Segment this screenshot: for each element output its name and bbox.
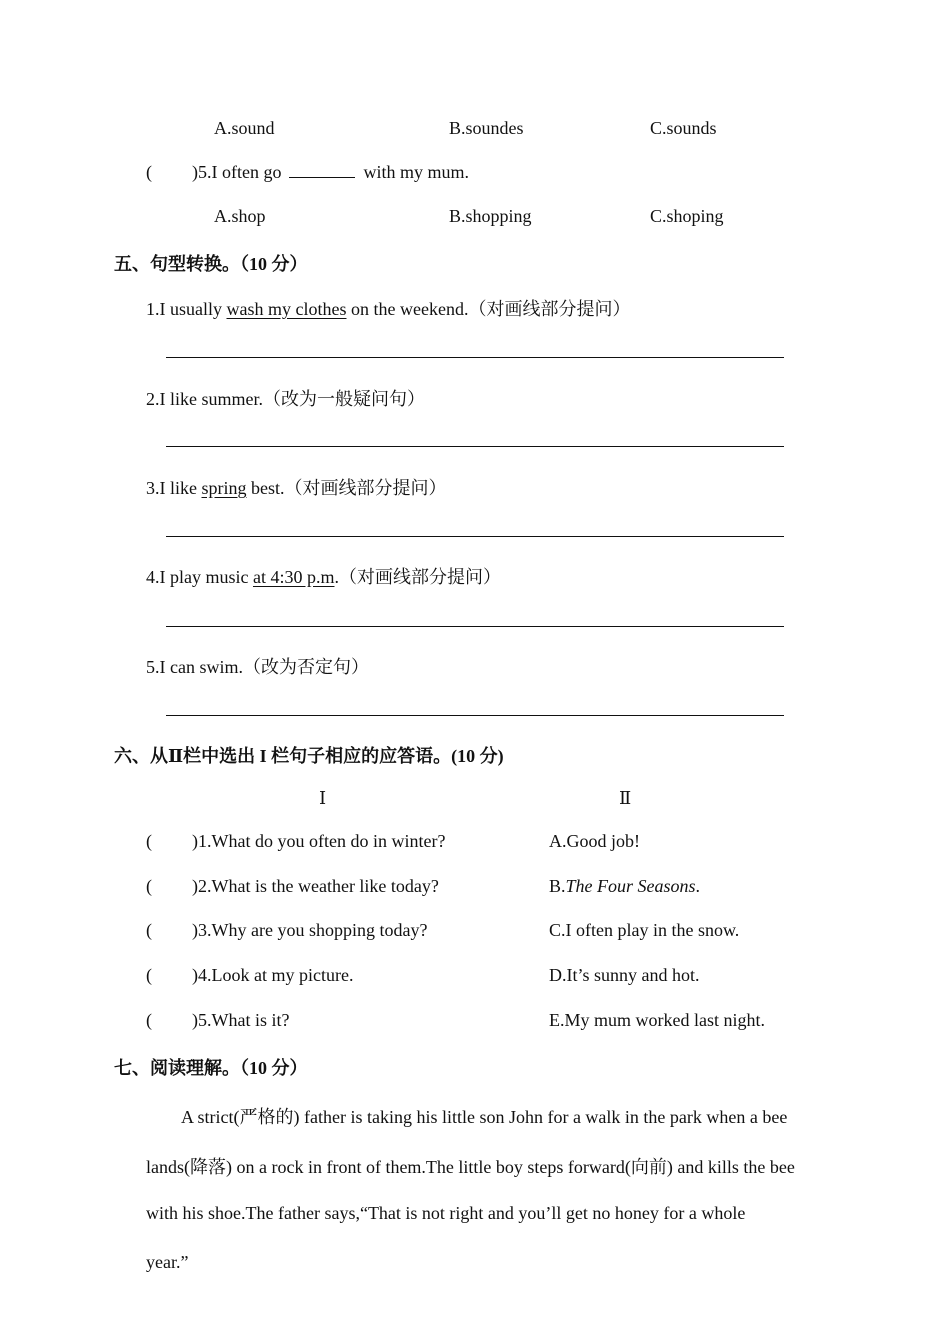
- s5-item-4-underlined: at 4:30 p.m: [252, 567, 335, 587]
- s5-item-2-text: 2.I like summer.（改为一般疑问句）: [146, 389, 425, 409]
- s6-q1-paren[interactable]: (: [146, 831, 152, 851]
- s6-q4-paren[interactable]: (: [146, 965, 152, 985]
- q5-paren: (: [146, 162, 152, 182]
- passage-line-2: lands(降落) on a rock in front of them.The little boy steps forward(向前) and kills the bee: [146, 1157, 795, 1177]
- s5-item-1: [146, 295, 630, 321]
- s5-answer-line-1[interactable]: [166, 357, 784, 358]
- s5-item-1-pre: 1.I usually: [146, 299, 227, 319]
- q4-option-a: A.sound: [214, 118, 275, 138]
- s5-item-4: [146, 563, 501, 589]
- section7-heading: 七、阅读理解。（10 分）: [114, 1058, 308, 1078]
- s5-answer-line-4[interactable]: [166, 626, 784, 627]
- section5-heading: 五、句型转换。（10 分）: [114, 254, 308, 274]
- s6-q2-paren[interactable]: (: [146, 876, 152, 896]
- column-2-header: Ⅱ: [619, 788, 632, 808]
- q5-option-c: C.shoping: [650, 206, 724, 226]
- s6-answer-c: C.I often play in the snow.: [549, 920, 740, 940]
- s5-item-4-pre: 4.I play music: [146, 567, 253, 587]
- q5-option-b: B.shopping: [449, 206, 532, 226]
- section6-heading: 六、从Ⅱ栏中选出 I 栏句子相应的应答语。(10 分): [114, 746, 504, 766]
- passage-line-4: year.”: [146, 1252, 189, 1272]
- s5-item-3-pre: 3.I like: [146, 478, 202, 498]
- s5-item-1-underlined: wash my clothes: [226, 299, 347, 319]
- q5-question: [192, 162, 469, 183]
- s6-question-5: )5.What is it?: [192, 1010, 290, 1030]
- s5-item-3: [146, 474, 447, 500]
- s6-q5-paren[interactable]: (: [146, 1010, 152, 1030]
- s5-item-2: [146, 385, 425, 411]
- q4-option-c: C.sounds: [650, 118, 717, 138]
- s5-item-5: [146, 653, 369, 679]
- s6-question-3: )3.Why are you shopping today?: [192, 920, 428, 940]
- s6-question-1: )1.What do you often do in winter?: [192, 831, 446, 851]
- q5-suffix: with my mum.: [363, 162, 469, 182]
- s5-item-3-underlined: spring: [201, 478, 247, 498]
- q5-blank[interactable]: [289, 163, 355, 178]
- s5-item-4-post: .（对画线部分提问）: [334, 567, 501, 587]
- q5-option-a: A.shop: [214, 206, 266, 226]
- s6-question-4: )4.Look at my picture.: [192, 965, 354, 985]
- s5-answer-line-3[interactable]: [166, 536, 784, 537]
- s5-answer-line-2[interactable]: [166, 446, 784, 447]
- passage-line-1: A strict(严格的) father is taking his little son John for a walk in the park when a bee: [181, 1107, 788, 1127]
- s6-answer-b: B.The Four Seasons.: [549, 876, 701, 896]
- s5-answer-line-5[interactable]: [166, 715, 784, 716]
- s5-item-3-post: best.（对画线部分提问）: [246, 478, 447, 498]
- s6-answer-a: A.Good job!: [549, 831, 640, 851]
- s6-q3-paren[interactable]: (: [146, 920, 152, 940]
- column-1-header: Ⅰ: [319, 788, 327, 808]
- passage-line-3: with his shoe.The father says,“That is not right and you’ll get no honey for a whole: [146, 1203, 746, 1223]
- s6-answer-d: D.It’s sunny and hot.: [549, 965, 700, 985]
- s6-answer-e: E.My mum worked last night.: [549, 1010, 765, 1030]
- q4-option-b: B.soundes: [449, 118, 524, 138]
- s5-item-1-post: on the weekend.（对画线部分提问）: [346, 299, 631, 319]
- s6-question-2: )2.What is the weather like today?: [192, 876, 439, 896]
- s5-item-5-text: 5.I can swim.（改为否定句）: [146, 657, 369, 677]
- q5-prefix: )5.I often go: [192, 162, 282, 182]
